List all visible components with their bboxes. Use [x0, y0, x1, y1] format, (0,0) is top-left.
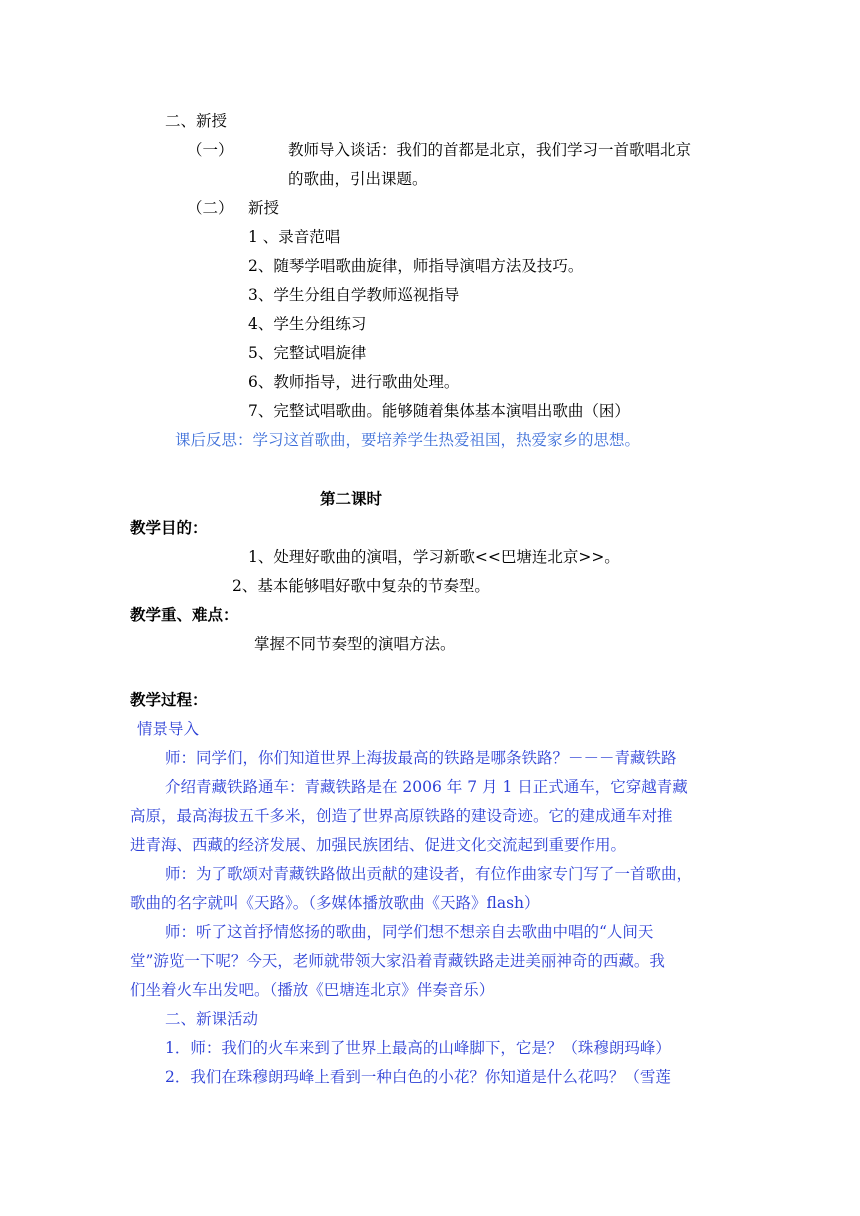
process-heading: 教学过程：	[130, 691, 208, 709]
paragraph-line: 的歌曲，引出课题。	[288, 170, 428, 188]
part-label: （二）	[187, 199, 234, 217]
paragraph-line: 教师导入谈话：我们的首都是北京，我们学习一首歌唱北京	[288, 141, 692, 159]
keypoints-heading: 教学重、难点：	[130, 606, 239, 624]
paragraph-line: 进青海、西藏的经济发展、加强民族团结、促进文化交流起到重要作用。	[130, 836, 627, 854]
goal-item: 1、处理好歌曲的演唱，学习新歌<<巴塘连北京>>。	[248, 548, 620, 566]
list-item: 5、完整试唱旋律	[248, 344, 367, 362]
activity-item: 2．我们在珠穆朗玛峰上看到一种白色的小花？你知道是什么花吗？（雪莲	[165, 1068, 671, 1086]
list-item: 2、随琴学唱歌曲旋律，师指导演唱方法及技巧。	[248, 257, 584, 275]
list-item: 7、完整试唱歌曲。能够随着集体基本演唱出歌曲（困）	[248, 402, 630, 420]
activity-heading: 二、新课活动	[165, 1010, 259, 1028]
list-item: 6、教师指导，进行歌曲处理。	[248, 373, 460, 391]
part-title: 新授	[248, 199, 280, 217]
part-label: （一）	[187, 141, 234, 159]
paragraph-line: 师：同学们，你们知道世界上海拔最高的铁路是哪条铁路？－－－青藏铁路	[165, 749, 677, 767]
paragraph-line: 们坐着火车出发吧。（播放《巴塘连北京》伴奏音乐）	[130, 981, 495, 999]
goals-heading: 教学目的：	[130, 519, 208, 537]
list-item: 3、学生分组自学教师巡视指导	[248, 286, 460, 304]
reflection-note: 课后反思：学习这首歌曲，要培养学生热爱祖国，热爱家乡的思想。	[175, 431, 641, 449]
paragraph-line: 歌曲的名字就叫《天路》。（多媒体播放歌曲《天路》flash）	[130, 894, 540, 912]
intro-heading: 情景导入	[137, 720, 200, 738]
lesson-title: 第二课时	[320, 490, 383, 508]
paragraph-line: 师：为了歌颂对青藏铁路做出贡献的建设者，有位作曲家专门写了一首歌曲，	[165, 865, 693, 883]
paragraph-line: 堂”游览一下呢？今天，老师就带领大家沿着青藏铁路走进美丽神奇的西藏。我	[130, 952, 665, 970]
section-heading: 二、新授	[165, 112, 228, 130]
list-item: 1 、录音范唱	[248, 228, 341, 246]
keypoints-text: 掌握不同节奏型的演唱方法。	[254, 635, 456, 653]
paragraph-line: 介绍青藏铁路通车：青藏铁路是在 2006 年 7 月 1 日正式通车，它穿越青藏	[165, 778, 688, 796]
list-item: 4、学生分组练习	[248, 315, 367, 333]
paragraph-line: 高原，最高海拔五千多米，创造了世界高原铁路的建设奇迹。它的建成通车对推	[130, 807, 673, 825]
goal-item: 2、基本能够唱好歌中复杂的节奏型。	[232, 577, 490, 595]
paragraph-line: 师：听了这首抒情悠扬的歌曲，同学们想不想亲自去歌曲中唱的“人间天	[165, 923, 654, 941]
activity-item: 1．师：我们的火车来到了世界上最高的山峰脚下，它是？（珠穆朗玛峰）	[165, 1039, 671, 1057]
